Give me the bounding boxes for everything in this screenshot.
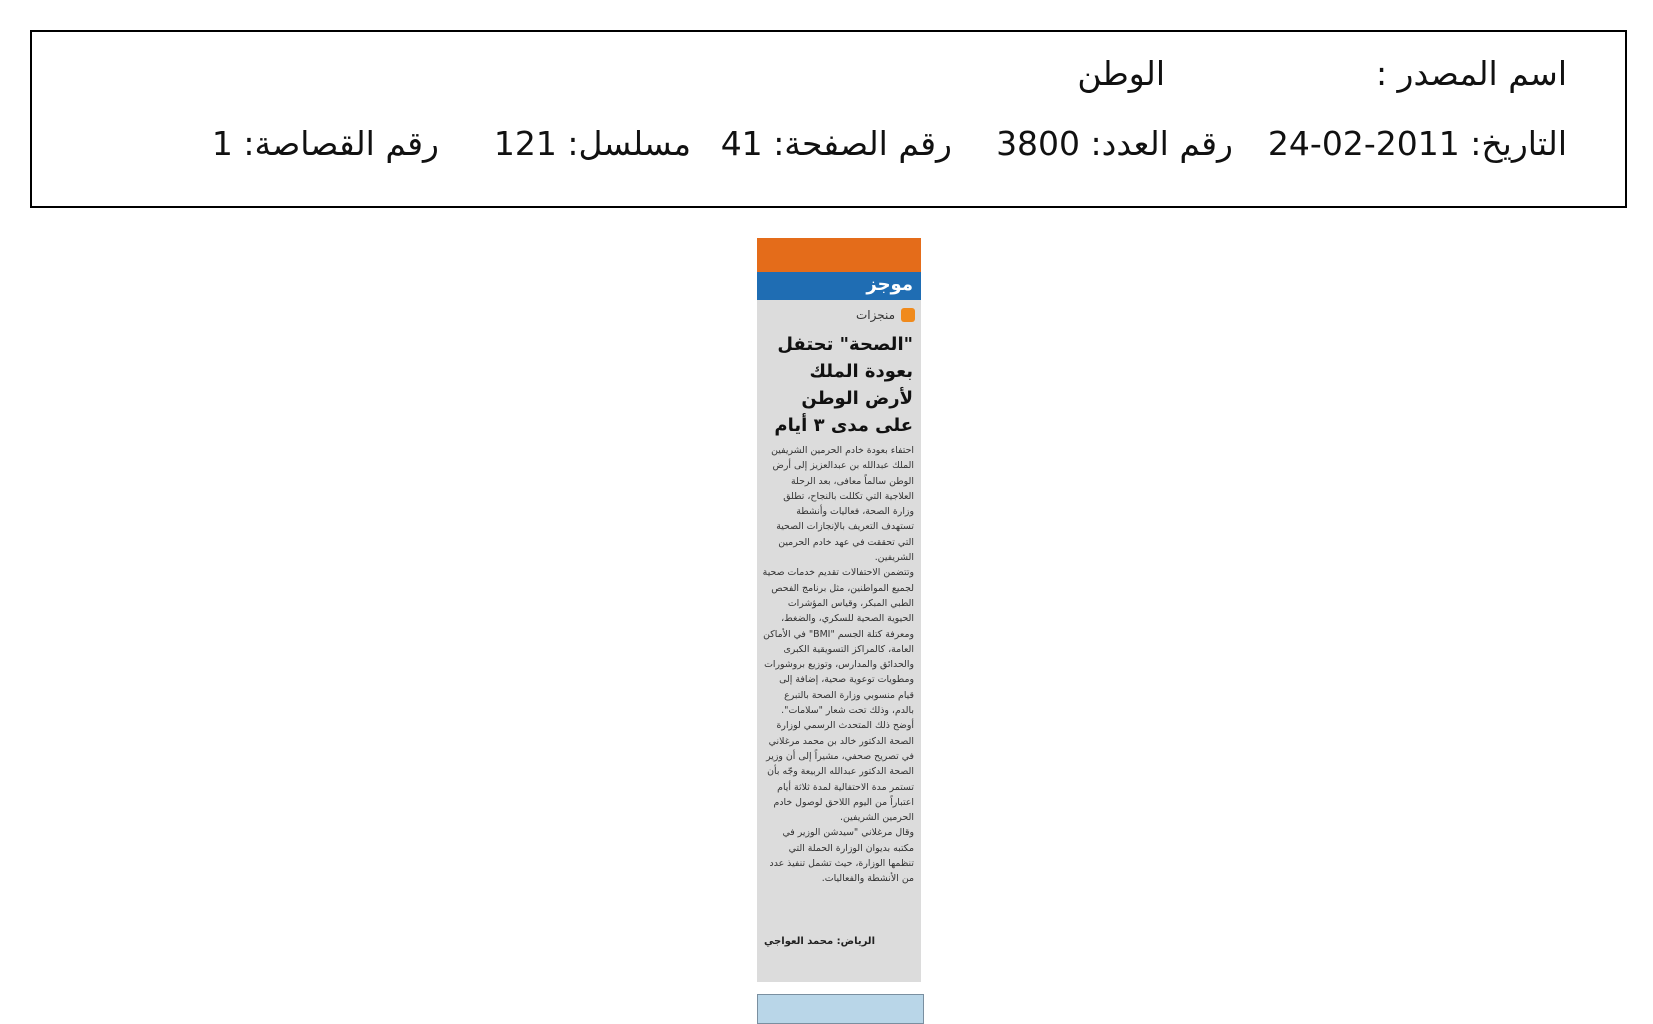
issue-group	[996, 124, 1233, 164]
issue-value: 3800	[996, 124, 1081, 163]
category-square-icon	[901, 308, 915, 322]
serial-value: 121	[493, 124, 557, 163]
source-value: الوطن	[1077, 54, 1165, 93]
clip-value: 1	[211, 124, 233, 163]
clip-label: رقم القصاصة:	[243, 124, 439, 163]
body-paragraph: أوضح ذلك المتحدث الرسمي لوزارة الصحة الدكتور خالد بن محمد مرغلاني في تصريح صحفي، مشيراً إلى أن وزير الصحة الدكتور عبدالله الربيعة وجّه بأن تستمر مدة الاحتفالية لمدة ثلاثة أيام اعتباراً من اليوم اللاحق لوصول خادم الحرمين الشريفين.	[766, 720, 914, 824]
section-title: موجز	[866, 274, 913, 295]
article-headline: "الصحة" تحتفل بعودة الملك لأرض الوطن على مدى ٣ أيام	[774, 334, 913, 436]
source-label: اسم المصدر :	[1375, 54, 1567, 93]
details-row	[167, 124, 1567, 164]
page-value: 41	[720, 124, 763, 163]
body-paragraph: وقال مرغلاني "سيدشن الوزير في مكتبه بديوان الوزارة الحملة التي تنظمها الوزارة، حيث تشمل تنفيذ عدد من الأنشطة والفعاليات.	[769, 827, 914, 885]
date-group	[1268, 124, 1567, 164]
date-value: 2011-02-24	[1267, 124, 1460, 163]
serial-label: مسلسل:	[567, 124, 691, 163]
date-label: التاريخ:	[1470, 124, 1567, 163]
serial-group	[494, 124, 691, 164]
body-paragraph: احتفاء بعودة خادم الحرمين الشريفين الملك عبدالله بن عبدالعزيز إلى أرض الوطن سالماً معافى، بعد الرحلة العلاجية التي تكللت بالنجاح، تطلق وزارة الصحة، فعاليات وأنشطة تستهدف التعريف بالإنجازات الصحية التي تحققت في عهد خادم الحرمين الشريفين.	[771, 445, 914, 564]
category-label: منجزات	[855, 308, 895, 322]
clip-group	[212, 124, 439, 164]
clip-top-bar	[757, 238, 921, 272]
body-paragraph: وتتضمن الاحتفالات تقديم خدمات صحية لجميع المواطنين، مثل برنامج الفحص الطبي المبكر، وقياس المؤشرات الحيوية الصحية للسكري، والضغط، ومعرفة كتلة الجسم "BMI" في الأماكن العامة، كالمراكز التسويقية الكبرى والحدائق والمدارس، وتوزيع بروشورات ومطويات توعوية صحية، إضافة إلى قيام منسوبي وزارة الصحة بالتبرع بالدم، وذلك تحت شعار "سلامات".	[762, 567, 914, 717]
news-clipping	[757, 238, 921, 982]
next-clipping-edge	[757, 994, 924, 1024]
issue-label: رقم العدد:	[1090, 124, 1233, 163]
article-byline: الرياض: محمد العواجي	[763, 936, 875, 947]
page-group	[721, 124, 952, 164]
article-body	[762, 443, 914, 887]
category-tag	[856, 308, 915, 322]
page-label: رقم الصفحة:	[773, 124, 952, 163]
metadata-box	[30, 30, 1627, 208]
